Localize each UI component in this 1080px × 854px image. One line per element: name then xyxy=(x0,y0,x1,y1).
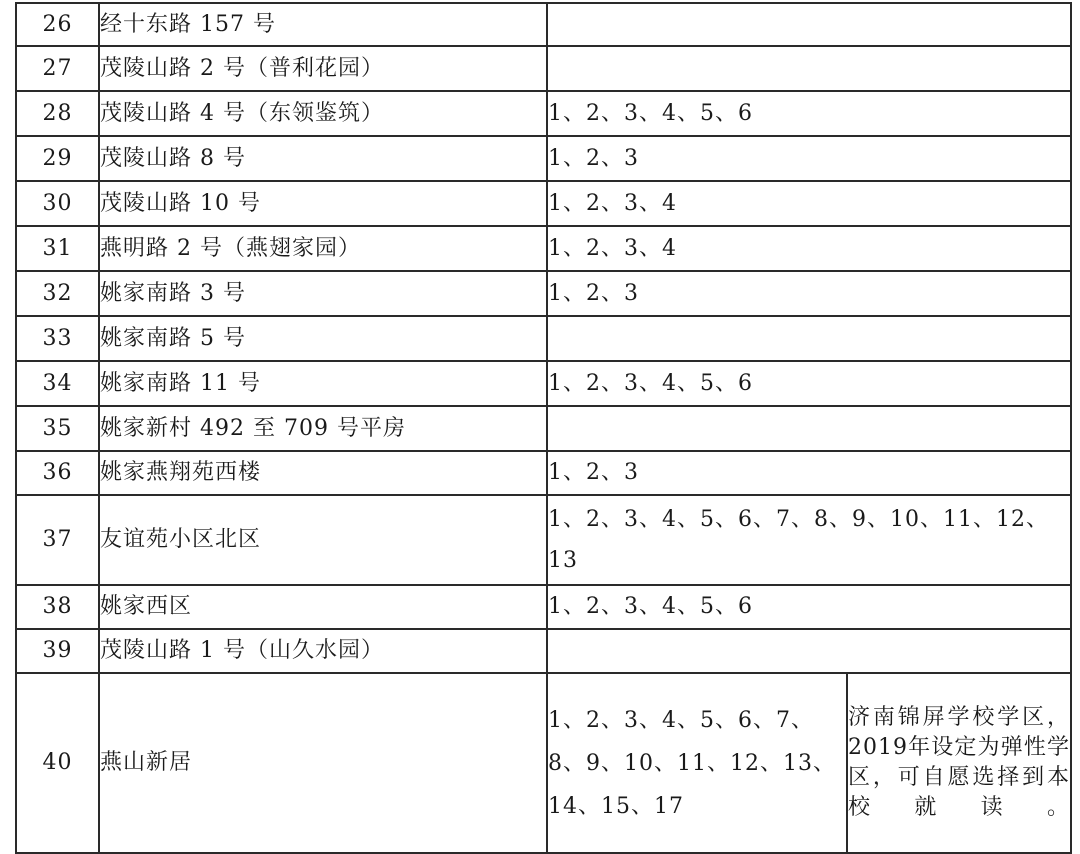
table-row xyxy=(16,629,1071,673)
row-number: 39 xyxy=(16,629,99,673)
address-cell: 经十东路 157 号 xyxy=(99,3,547,46)
table-row xyxy=(16,181,1071,226)
address-cell: 茂陵山路 1 号（山久水园） xyxy=(99,629,547,673)
row-number: 28 xyxy=(16,91,99,136)
grades-cell: 1、2、3 xyxy=(547,271,1071,316)
address-cell: 姚家南路 3 号 xyxy=(99,271,547,316)
grades-cell xyxy=(547,316,1071,361)
grades-cell: 1、2、3、4、5、6、7、8、9、10、11、12、13、14、15、17 xyxy=(547,673,847,853)
table-row xyxy=(16,3,1071,46)
row-number: 26 xyxy=(16,3,99,46)
table-row xyxy=(16,495,1071,585)
row-number: 29 xyxy=(16,136,99,181)
row-number: 31 xyxy=(16,226,99,271)
grades-cell: 1、2、3、4 xyxy=(547,226,1071,271)
table-row xyxy=(16,226,1071,271)
remark-cell: 济南锦屏学校学区，2019年设定为弹性学区，可自愿选择到本校就读。 xyxy=(847,673,1071,853)
grades-cell xyxy=(547,406,1071,451)
row-number: 30 xyxy=(16,181,99,226)
table-row xyxy=(16,136,1071,181)
table-row xyxy=(16,406,1071,451)
table-row xyxy=(16,585,1071,629)
row-number: 40 xyxy=(16,673,99,853)
table-row xyxy=(16,271,1071,316)
grades-cell: 1、2、3 xyxy=(547,451,1071,495)
grades-cell: 1、2、3、4、5、6 xyxy=(547,91,1071,136)
row-number: 27 xyxy=(16,46,99,91)
grades-cell: 1、2、3、4、5、6 xyxy=(547,361,1071,406)
row-number: 36 xyxy=(16,451,99,495)
table-row xyxy=(16,46,1071,91)
table-row xyxy=(16,673,1071,853)
row-number: 32 xyxy=(16,271,99,316)
row-number: 35 xyxy=(16,406,99,451)
row-number: 37 xyxy=(16,495,99,585)
grades-cell xyxy=(547,46,1071,91)
table-row xyxy=(16,451,1071,495)
address-cell: 燕山新居 xyxy=(99,673,547,853)
grades-cell xyxy=(547,629,1071,673)
grades-cell: 1、2、3、4 xyxy=(547,181,1071,226)
address-cell: 姚家燕翔苑西楼 xyxy=(99,451,547,495)
address-cell: 姚家南路 5 号 xyxy=(99,316,547,361)
address-cell: 友谊苑小区北区 xyxy=(99,495,547,585)
address-cell: 茂陵山路 2 号（普利花园） xyxy=(99,46,547,91)
row-number: 33 xyxy=(16,316,99,361)
table-row xyxy=(16,316,1071,361)
address-cell: 姚家西区 xyxy=(99,585,547,629)
row-number: 34 xyxy=(16,361,99,406)
address-cell: 姚家南路 11 号 xyxy=(99,361,547,406)
grades-cell xyxy=(547,3,1071,46)
address-cell: 茂陵山路 10 号 xyxy=(99,181,547,226)
grades-cell: 1、2、3、4、5、6、7、8、9、10、11、12、13 xyxy=(547,495,1071,585)
address-cell: 茂陵山路 8 号 xyxy=(99,136,547,181)
row-number: 38 xyxy=(16,585,99,629)
address-cell: 茂陵山路 4 号（东领鉴筑） xyxy=(99,91,547,136)
table-row xyxy=(16,361,1071,406)
address-cell: 燕明路 2 号（燕翅家园） xyxy=(99,226,547,271)
table-row xyxy=(16,91,1071,136)
address-cell: 姚家新村 492 至 709 号平房 xyxy=(99,406,547,451)
grades-cell: 1、2、3、4、5、6 xyxy=(547,585,1071,629)
school-district-table xyxy=(15,2,1072,854)
grades-cell: 1、2、3 xyxy=(547,136,1071,181)
